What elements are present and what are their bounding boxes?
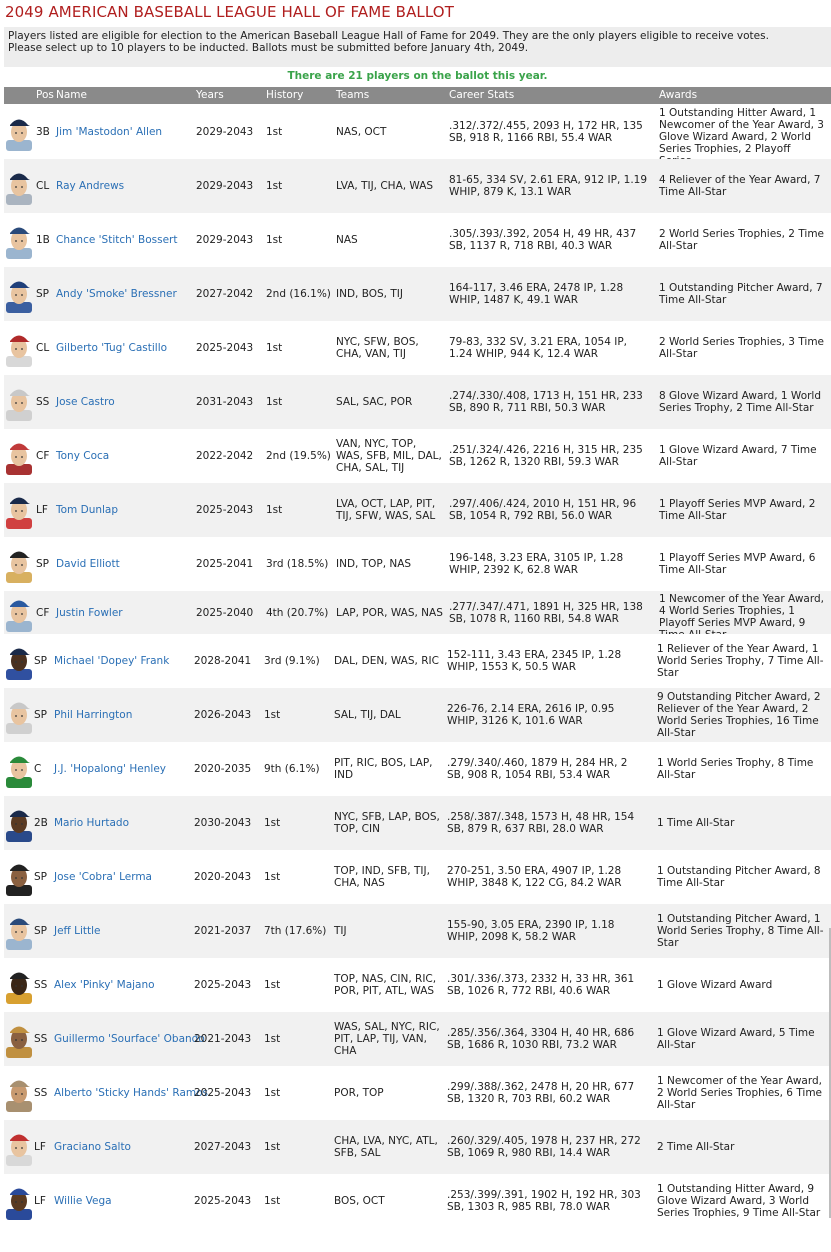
- player-history: 3rd (18.5%): [266, 558, 329, 570]
- player-avatar: [6, 696, 32, 734]
- player-teams: DAL, DEN, WAS, RIC: [334, 655, 439, 667]
- table-row[interactable]: [4, 1120, 831, 1174]
- column-header-career-stats[interactable]: Career Stats: [449, 89, 515, 101]
- player-teams: NYC, SFW, BOS, CHA, VAN, TIJ: [336, 336, 419, 360]
- table-row[interactable]: [4, 1174, 831, 1228]
- player-career-stats: .277/.347/.471, 1891 H, 325 HR, 138 SB, 1078 R, 1160 RBI, 54.8 WAR: [449, 601, 643, 625]
- player-awards: 1 Outstanding Pitcher Award, 7 Time All-Star: [659, 282, 823, 306]
- player-teams: SAL, SAC, POR: [336, 396, 413, 408]
- player-teams: NAS, OCT: [336, 126, 387, 138]
- column-header-name[interactable]: Name: [56, 89, 87, 101]
- player-years: 2025-2043: [194, 1195, 252, 1207]
- player-name-link[interactable]: Jeff Little: [54, 925, 101, 937]
- player-years: 2025-2043: [194, 979, 252, 991]
- player-position: SP: [34, 709, 47, 721]
- table-row[interactable]: [4, 1066, 831, 1120]
- player-history: 1st: [266, 342, 283, 354]
- player-years: 2022-2042: [196, 450, 254, 462]
- player-awards: 1 Glove Wizard Award, 7 Time All-Star: [659, 444, 817, 468]
- player-history: 1st: [264, 979, 281, 991]
- player-years: 2020-2043: [194, 871, 252, 883]
- player-years: 2026-2043: [194, 709, 252, 721]
- table-row[interactable]: [4, 429, 831, 483]
- player-awards: 1 Newcomer of the Year Award, 2 World Series Trophies, 6 Time All-Star: [657, 1075, 823, 1111]
- player-position: 1B: [36, 234, 50, 246]
- table-row[interactable]: [4, 483, 831, 537]
- player-career-stats: .312/.372/.455, 2093 H, 172 HR, 135 SB, 918 R, 1166 RBI, 55.4 WAR: [449, 120, 643, 144]
- player-avatar: [6, 858, 32, 896]
- intro-text-1: Players listed are eligible for election to the American Baseball League Hall of Fame for 2049. They are the only players eligible to receive votes.: [8, 30, 769, 42]
- table-row[interactable]: [4, 321, 831, 375]
- player-career-stats: .285/.356/.364, 3304 H, 40 HR, 686 SB, 1686 R, 1030 RBI, 73.2 WAR: [447, 1027, 635, 1051]
- player-history: 1st: [264, 871, 281, 883]
- player-avatar: [6, 1182, 32, 1220]
- player-name-link[interactable]: Jose Castro: [56, 396, 115, 408]
- player-name-link[interactable]: J.J. 'Hopalong' Henley: [54, 763, 166, 775]
- player-awards: 1 Time All-Star: [657, 817, 735, 829]
- player-avatar: [6, 113, 32, 151]
- player-avatar: [6, 642, 32, 680]
- player-avatar: [6, 275, 32, 313]
- player-career-stats: 155-90, 3.05 ERA, 2390 IP, 1.18 WHIP, 2098 K, 58.2 WAR: [447, 919, 615, 943]
- player-position: SS: [34, 979, 48, 991]
- player-career-stats: 152-111, 3.43 ERA, 2345 IP, 1.28 WHIP, 1553 K, 50.5 WAR: [447, 649, 622, 673]
- player-history: 3rd (9.1%): [264, 655, 320, 667]
- player-name-link[interactable]: Tony Coca: [56, 450, 110, 462]
- player-career-stats: .279/.340/.460, 1879 H, 284 HR, 2 SB, 908 R, 1054 RBI, 53.4 WAR: [447, 757, 628, 781]
- player-years: 2029-2043: [196, 126, 254, 138]
- player-avatar: [6, 167, 32, 205]
- player-name-link[interactable]: Andy 'Smoke' Bressner: [56, 288, 177, 300]
- player-avatar: [6, 1128, 32, 1166]
- player-name-link[interactable]: David Elliott: [56, 558, 120, 570]
- player-avatar: [6, 594, 32, 632]
- table-row[interactable]: [4, 796, 831, 850]
- intro-text-2: Please select up to 10 players to be inducted. Ballots must be submitted before January 4th, 2049.: [8, 42, 529, 54]
- player-history: 2nd (16.1%): [266, 288, 331, 300]
- player-teams: SAL, TIJ, DAL: [334, 709, 401, 721]
- player-name-link[interactable]: Alberto 'Sticky Hands' Ramos: [54, 1087, 209, 1099]
- player-avatar: [6, 545, 32, 583]
- player-history: 7th (17.6%): [264, 925, 327, 937]
- player-name-link[interactable]: Jose 'Cobra' Lerma: [54, 871, 152, 883]
- player-awards: 1 Playoff Series MVP Award, 6 Time All-Star: [659, 552, 816, 576]
- player-career-stats: .251/.324/.426, 2216 H, 315 HR, 235 SB, 1262 R, 1320 RBI, 59.3 WAR: [449, 444, 643, 468]
- player-position: CL: [36, 180, 50, 192]
- player-history: 1st: [266, 234, 283, 246]
- player-position: CL: [36, 342, 50, 354]
- player-teams: WAS, SAL, NYC, RIC, PIT, LAP, TIJ, VAN, CHA: [334, 1021, 440, 1057]
- player-history: 1st: [264, 817, 281, 829]
- player-career-stats: 164-117, 3.46 ERA, 2478 IP, 1.28 WHIP, 1487 K, 49.1 WAR: [449, 282, 624, 306]
- player-name-link[interactable]: Tom Dunlap: [56, 504, 119, 516]
- table-row[interactable]: [4, 105, 831, 159]
- table-row[interactable]: [4, 537, 831, 591]
- player-name-link[interactable]: Justin Fowler: [56, 607, 123, 619]
- player-teams: POR, TOP: [334, 1087, 384, 1099]
- player-awards: 1 Outstanding Pitcher Award, 8 Time All-Star: [657, 865, 821, 889]
- player-position: SP: [34, 871, 47, 883]
- player-position: 3B: [36, 126, 50, 138]
- player-name-link[interactable]: Chance 'Stitch' Bossert: [56, 234, 178, 246]
- player-history: 1st: [264, 709, 281, 721]
- table-row[interactable]: [4, 634, 831, 688]
- player-history: 1st: [266, 396, 283, 408]
- table-header: [4, 87, 831, 104]
- table-row[interactable]: [4, 591, 831, 634]
- player-teams: VAN, NYC, TOP, WAS, SFB, MIL, DAL, CHA, SAL, TIJ: [336, 438, 442, 474]
- player-avatar: [6, 804, 32, 842]
- table-row[interactable]: [4, 904, 831, 958]
- player-history: 1st: [266, 126, 283, 138]
- player-avatar: [6, 1074, 32, 1112]
- player-avatar: [6, 750, 32, 788]
- table-row[interactable]: [4, 958, 831, 1012]
- player-awards: 2 Time All-Star: [657, 1141, 735, 1153]
- player-years: 2029-2043: [196, 180, 254, 192]
- player-career-stats: .299/.388/.362, 2478 H, 20 HR, 677 SB, 1320 R, 703 RBI, 60.2 WAR: [447, 1081, 635, 1105]
- player-years: 2025-2041: [196, 558, 254, 570]
- player-career-stats: .301/.336/.373, 2332 H, 33 HR, 361 SB, 1026 R, 772 RBI, 40.6 WAR: [447, 973, 635, 997]
- player-awards: 1 Glove Wizard Award, 5 Time All-Star: [657, 1027, 815, 1051]
- player-career-stats: 226-76, 2.14 ERA, 2616 IP, 0.95 WHIP, 3126 K, 101.6 WAR: [447, 703, 615, 727]
- player-avatar: [6, 221, 32, 259]
- player-teams: LVA, TIJ, CHA, WAS: [336, 180, 434, 192]
- player-teams: PIT, RIC, BOS, LAP, IND: [334, 757, 433, 781]
- table-row[interactable]: [4, 159, 831, 213]
- player-position: SP: [34, 655, 47, 667]
- player-avatar: [6, 491, 32, 529]
- player-position: 2B: [34, 817, 48, 829]
- player-name-link[interactable]: Michael 'Dopey' Frank: [54, 655, 170, 667]
- player-name-link[interactable]: Gilberto 'Tug' Castillo: [56, 342, 168, 354]
- player-teams: TOP, NAS, CIN, RIC, POR, PIT, ATL, WAS: [334, 973, 437, 997]
- player-teams: LVA, OCT, LAP, PIT, TIJ, SFW, WAS, SAL: [336, 498, 436, 522]
- player-history: 4th (20.7%): [266, 607, 329, 619]
- player-name-link[interactable]: Jim 'Mastodon' Allen: [56, 126, 163, 138]
- player-history: 1st: [264, 1141, 281, 1153]
- player-avatar: [6, 329, 32, 367]
- player-awards: 1 Outstanding Hitter Award, 9 Glove Wizard Award, 3 World Series Trophies, 9 Time All-Star: [657, 1183, 821, 1219]
- player-teams: IND, TOP, NAS: [336, 558, 412, 570]
- player-teams: BOS, OCT: [334, 1195, 385, 1207]
- player-position: LF: [34, 1141, 46, 1153]
- player-avatar: [6, 437, 32, 475]
- player-teams: TIJ: [334, 925, 347, 937]
- player-years: 2021-2043: [194, 1033, 252, 1045]
- player-awards: 1 Outstanding Pitcher Award, 1 World Series Trophy, 8 Time All-Star: [657, 913, 824, 949]
- column-header-years[interactable]: Years: [196, 89, 224, 101]
- player-years: 2021-2037: [194, 925, 252, 937]
- column-header-pos[interactable]: Pos: [36, 89, 54, 101]
- player-history: 1st: [264, 1195, 281, 1207]
- player-history: 2nd (19.5%): [266, 450, 331, 462]
- player-name-link[interactable]: Graciano Salto: [54, 1141, 131, 1153]
- player-position: CF: [36, 450, 50, 462]
- player-position: LF: [34, 1195, 46, 1207]
- table-row[interactable]: [4, 375, 831, 429]
- page-title: 2049 AMERICAN BASEBALL LEAGUE HALL OF FAME BALLOT: [5, 3, 454, 21]
- player-position: C: [34, 763, 42, 775]
- player-career-stats: .297/.406/.424, 2010 H, 151 HR, 96 SB, 1054 R, 792 RBI, 56.0 WAR: [449, 498, 637, 522]
- player-years: 2027-2042: [196, 288, 254, 300]
- player-years: 2028-2041: [194, 655, 252, 667]
- player-career-stats: 79-83, 332 SV, 3.21 ERA, 1054 IP, 1.24 WHIP, 944 K, 12.4 WAR: [449, 336, 627, 360]
- intro-panel: [4, 27, 831, 67]
- player-career-stats: .305/.393/.392, 2054 H, 49 HR, 437 SB, 1137 R, 718 RBI, 40.3 WAR: [449, 228, 637, 252]
- player-years: 2031-2043: [196, 396, 254, 408]
- player-position: CF: [36, 607, 50, 619]
- player-name-link[interactable]: Willie Vega: [54, 1195, 112, 1207]
- player-avatar: [6, 383, 32, 421]
- table-row[interactable]: [4, 267, 831, 321]
- player-avatar: [6, 966, 32, 1004]
- column-header-awards[interactable]: Awards: [659, 89, 698, 101]
- player-position: SS: [36, 396, 50, 408]
- player-history: 1st: [266, 504, 283, 516]
- player-teams: NYC, SFB, LAP, BOS, TOP, CIN: [334, 811, 440, 835]
- column-header-history[interactable]: History: [266, 89, 304, 101]
- player-awards: 1 World Series Trophy, 8 Time All-Star: [657, 757, 814, 781]
- player-years: 2030-2043: [194, 817, 252, 829]
- player-career-stats: 270-251, 3.50 ERA, 4907 IP, 1.28 WHIP, 3848 K, 122 CG, 84.2 WAR: [447, 865, 622, 889]
- player-awards: 4 Reliever of the Year Award, 7 Time All-Star: [659, 174, 821, 198]
- player-career-stats: .258/.387/.348, 1573 H, 48 HR, 154 SB, 879 R, 637 RBI, 28.0 WAR: [447, 811, 635, 835]
- player-awards: 2 World Series Trophies, 3 Time All-Star: [659, 336, 825, 360]
- player-name-link[interactable]: Guillermo 'Sourface' Obando: [54, 1033, 205, 1045]
- player-career-stats: 81-65, 334 SV, 2.61 ERA, 912 IP, 1.19 WHIP, 879 K, 13.1 WAR: [449, 174, 648, 198]
- table-row[interactable]: [4, 213, 831, 267]
- player-career-stats: .260/.329/.405, 1978 H, 237 HR, 272 SB, 1069 R, 980 RBI, 14.4 WAR: [447, 1135, 641, 1159]
- player-history: 1st: [266, 180, 283, 192]
- player-career-stats: .274/.330/.408, 1713 H, 151 HR, 233 SB, 890 R, 711 RBI, 50.3 WAR: [449, 390, 643, 414]
- player-avatar: [6, 912, 32, 950]
- player-avatar: [6, 1020, 32, 1058]
- player-awards: 1 Reliever of the Year Award, 1 World Series Trophy, 7 Time All-Star: [657, 643, 824, 679]
- player-name-link[interactable]: Phil Harrington: [54, 709, 133, 721]
- player-history: 1st: [264, 1033, 281, 1045]
- player-years: 2027-2043: [194, 1141, 252, 1153]
- player-years: 2025-2043: [196, 504, 254, 516]
- player-awards: 8 Glove Wizard Award, 1 World Series Trophy, 2 Time All-Star: [659, 390, 822, 414]
- player-teams: CHA, LVA, NYC, ATL, SFB, SAL: [334, 1135, 438, 1159]
- player-history: 9th (6.1%): [264, 763, 320, 775]
- player-years: 2025-2043: [194, 1087, 252, 1099]
- player-awards: 1 Outstanding Hitter Award, 1 Newcomer of the Year Award, 3 Glove Wizard Award, 2 World Series Trophies, 2 Playoff: [659, 107, 824, 155]
- player-teams: NAS: [336, 234, 358, 246]
- player-name-link[interactable]: Mario Hurtado: [54, 817, 129, 829]
- player-teams: IND, BOS, TIJ: [336, 288, 403, 300]
- table-row[interactable]: [4, 850, 831, 904]
- player-position: SP: [36, 558, 49, 570]
- player-history: 1st: [264, 1087, 281, 1099]
- ballot-count-text: There are 21 players on the ballot this year.: [287, 70, 548, 82]
- player-teams: LAP, POR, WAS, NAS: [336, 607, 443, 619]
- player-awards: 2 World Series Trophies, 2 Time All-Star: [659, 228, 825, 252]
- player-position: SS: [34, 1087, 48, 1099]
- player-awards: 1 Newcomer of the Year Award, 4 World Series Trophies, 1 Playoff Series MVP Award, 9: [659, 593, 824, 629]
- player-awards: 1 Glove Wizard Award: [657, 979, 773, 991]
- player-awards: 9 Outstanding Pitcher Award, 2 Reliever of the Year Award, 2 World Series Trophies, 16 Time All-Star: [657, 691, 821, 739]
- player-career-stats: .253/.399/.391, 1902 H, 192 HR, 303 SB, 1303 R, 985 RBI, 78.0 WAR: [447, 1189, 641, 1213]
- player-position: LF: [36, 504, 48, 516]
- player-position: SP: [34, 925, 47, 937]
- player-position: SP: [36, 288, 49, 300]
- player-years: 2020-2035: [194, 763, 252, 775]
- player-teams: TOP, IND, SFB, TIJ, CHA, NAS: [334, 865, 430, 889]
- column-header-teams[interactable]: Teams: [336, 89, 370, 101]
- player-career-stats: 196-148, 3.23 ERA, 3105 IP, 1.28 WHIP, 2392 K, 62.8 WAR: [449, 552, 624, 576]
- player-years: 2029-2043: [196, 234, 254, 246]
- player-name-link[interactable]: Ray Andrews: [56, 180, 125, 192]
- player-position: SS: [34, 1033, 48, 1045]
- player-years: 2025-2043: [196, 342, 254, 354]
- table-row[interactable]: [4, 688, 831, 742]
- player-years: 2025-2040: [196, 607, 254, 619]
- table-row[interactable]: [4, 742, 831, 796]
- table-row[interactable]: [4, 1012, 831, 1066]
- player-awards: 1 Playoff Series MVP Award, 2 Time All-Star: [659, 498, 816, 522]
- player-name-link[interactable]: Alex 'Pinky' Majano: [54, 979, 155, 991]
